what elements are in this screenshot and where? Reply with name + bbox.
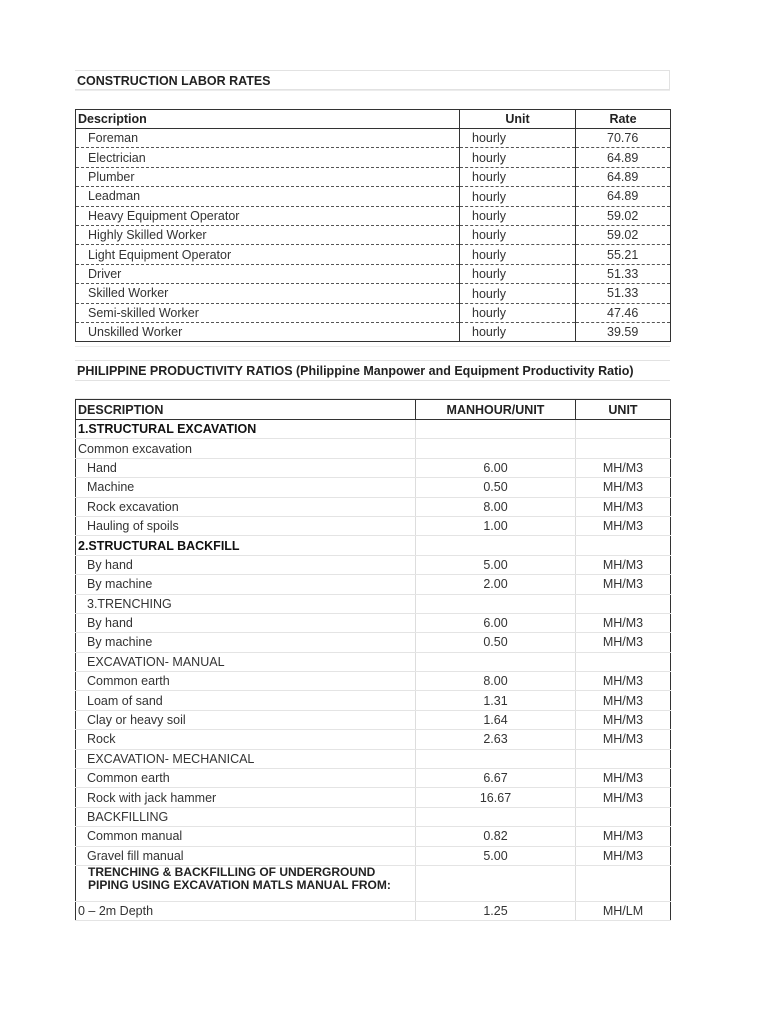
labor-rate-cell: 64.89 bbox=[576, 148, 671, 167]
labor-row bbox=[76, 148, 671, 167]
productivity-description-cell: Rock excavation bbox=[76, 497, 416, 516]
productivity-description-cell: By machine bbox=[76, 633, 416, 652]
productivity-manhour-cell: 6.00 bbox=[416, 458, 576, 477]
labor-rate-cell: 55.21 bbox=[576, 245, 671, 264]
productivity-manhour-cell: 1.31 bbox=[416, 691, 576, 710]
productivity-manhour-cell: 5.00 bbox=[416, 555, 576, 574]
productivity-description-cell: Rock with jack hammer bbox=[76, 788, 416, 807]
productivity-unit-cell bbox=[576, 807, 671, 826]
productivity-title: PHILIPPINE PRODUCTIVITY RATIOS (Philippine Manpower and Equipment Productivity Ratio) bbox=[75, 360, 670, 381]
productivity-unit-cell: MH/M3 bbox=[576, 827, 671, 846]
productivity-row bbox=[76, 439, 671, 458]
productivity-unit-cell: MH/M3 bbox=[576, 497, 671, 516]
productivity-row bbox=[76, 788, 671, 807]
productivity-manhour-cell bbox=[416, 652, 576, 671]
productivity-manhour-cell: 6.67 bbox=[416, 769, 576, 788]
productivity-header-manhour: MANHOUR/UNIT bbox=[416, 400, 576, 420]
productivity-manhour-cell bbox=[416, 594, 576, 613]
productivity-description-cell: 3.TRENCHING bbox=[76, 594, 416, 613]
productivity-description-cell: Common earth bbox=[76, 672, 416, 691]
productivity-row bbox=[76, 710, 671, 729]
labor-row bbox=[76, 245, 671, 264]
productivity-manhour-cell: 1.00 bbox=[416, 516, 576, 535]
productivity-row bbox=[76, 497, 671, 516]
productivity-manhour-cell: 1.64 bbox=[416, 710, 576, 729]
productivity-unit-cell: MH/M3 bbox=[576, 691, 671, 710]
labor-row bbox=[76, 322, 671, 341]
labor-rate-cell: 47.46 bbox=[576, 303, 671, 322]
productivity-description-cell: Loam of sand bbox=[76, 691, 416, 710]
productivity-manhour-cell bbox=[416, 807, 576, 826]
productivity-unit-cell: MH/M3 bbox=[576, 478, 671, 497]
labor-description-cell: Heavy Equipment Operator bbox=[76, 206, 460, 225]
productivity-description-cell: EXCAVATION- MECHANICAL bbox=[76, 749, 416, 768]
labor-unit-cell: hourly bbox=[460, 225, 576, 244]
productivity-description-cell: Gravel fill manual bbox=[76, 846, 416, 865]
productivity-description-cell: Hauling of spoils bbox=[76, 516, 416, 535]
productivity-row bbox=[76, 846, 671, 865]
labor-description-cell: Leadman bbox=[76, 187, 460, 206]
productivity-description-cell: Machine bbox=[76, 478, 416, 497]
productivity-unit-cell: MH/M3 bbox=[576, 555, 671, 574]
productivity-row bbox=[76, 555, 671, 574]
productivity-unit-cell: MH/M3 bbox=[576, 458, 671, 477]
gap-divider bbox=[75, 346, 670, 347]
labor-unit-cell: hourly bbox=[460, 148, 576, 167]
productivity-header-unit: UNIT bbox=[576, 400, 671, 420]
productivity-row bbox=[76, 827, 671, 846]
productivity-description-cell: Common excavation bbox=[76, 439, 416, 458]
labor-description-cell: Highly Skilled Worker bbox=[76, 225, 460, 244]
productivity-row bbox=[76, 730, 671, 749]
labor-rate-cell: 59.02 bbox=[576, 206, 671, 225]
labor-rate-cell: 51.33 bbox=[576, 284, 671, 303]
productivity-row bbox=[76, 749, 671, 768]
productivity-row bbox=[76, 594, 671, 613]
productivity-description-cell: Common manual bbox=[76, 827, 416, 846]
gap-divider bbox=[75, 90, 670, 91]
productivity-unit-cell: MH/M3 bbox=[576, 672, 671, 691]
productivity-manhour-cell bbox=[416, 536, 576, 555]
productivity-description-cell: Hand bbox=[76, 458, 416, 477]
productivity-unit-cell: MH/M3 bbox=[576, 710, 671, 729]
productivity-manhour-cell: 0.50 bbox=[416, 478, 576, 497]
labor-unit-cell: hourly bbox=[460, 284, 576, 303]
productivity-row bbox=[76, 769, 671, 788]
productivity-manhour-cell: 0.82 bbox=[416, 827, 576, 846]
productivity-description-cell: By hand bbox=[76, 555, 416, 574]
productivity-row bbox=[76, 478, 671, 497]
productivity-description-cell: 2.STRUCTURAL BACKFILL bbox=[76, 536, 416, 555]
productivity-manhour-cell: 8.00 bbox=[416, 497, 576, 516]
productivity-row bbox=[76, 575, 671, 594]
productivity-manhour-cell bbox=[416, 865, 576, 901]
labor-row bbox=[76, 264, 671, 283]
productivity-manhour-cell bbox=[416, 420, 576, 439]
labor-row bbox=[76, 206, 671, 225]
productivity-description-cell: Rock bbox=[76, 730, 416, 749]
productivity-row bbox=[76, 672, 671, 691]
labor-rate-cell: 39.59 bbox=[576, 322, 671, 341]
labor-header-row bbox=[76, 110, 671, 129]
labor-unit-cell: hourly bbox=[460, 303, 576, 322]
productivity-row bbox=[76, 901, 671, 920]
labor-unit-cell: hourly bbox=[460, 187, 576, 206]
labor-description-cell: Unskilled Worker bbox=[76, 322, 460, 341]
labor-description-cell: Semi-skilled Worker bbox=[76, 303, 460, 322]
productivity-manhour-cell: 8.00 bbox=[416, 672, 576, 691]
labor-rate-cell: 59.02 bbox=[576, 225, 671, 244]
productivity-row bbox=[76, 633, 671, 652]
productivity-manhour-cell bbox=[416, 749, 576, 768]
productivity-manhour-cell: 1.25 bbox=[416, 901, 576, 920]
productivity-unit-cell: MH/M3 bbox=[576, 788, 671, 807]
labor-description-cell: Foreman bbox=[76, 129, 460, 148]
labor-header-rate: Rate bbox=[576, 110, 671, 129]
productivity-unit-cell bbox=[576, 594, 671, 613]
productivity-unit-cell: MH/M3 bbox=[576, 575, 671, 594]
labor-row bbox=[76, 284, 671, 303]
productivity-description-cell: Common earth bbox=[76, 769, 416, 788]
productivity-row bbox=[76, 807, 671, 826]
productivity-unit-cell bbox=[576, 536, 671, 555]
productivity-unit-cell: MH/M3 bbox=[576, 633, 671, 652]
productivity-header-row bbox=[76, 400, 671, 420]
productivity-row bbox=[76, 536, 671, 555]
productivity-manhour-cell bbox=[416, 439, 576, 458]
labor-unit-cell: hourly bbox=[460, 129, 576, 148]
labor-unit-cell: hourly bbox=[460, 264, 576, 283]
labor-row bbox=[76, 129, 671, 148]
labor-unit-cell: hourly bbox=[460, 245, 576, 264]
productivity-unit-cell: MH/LM bbox=[576, 901, 671, 920]
productivity-manhour-cell: 0.50 bbox=[416, 633, 576, 652]
productivity-unit-cell bbox=[576, 439, 671, 458]
productivity-unit-cell: MH/M3 bbox=[576, 846, 671, 865]
productivity-description-cell: TRENCHING & BACKFILLING OF UNDERGROUND PIPING USING EXCAVATION MATLS MANUAL FROM: bbox=[76, 865, 416, 901]
labor-row bbox=[76, 303, 671, 322]
productivity-row bbox=[76, 652, 671, 671]
productivity-unit-cell: MH/M3 bbox=[576, 730, 671, 749]
productivity-description-cell: 1.STRUCTURAL EXCAVATION bbox=[76, 420, 416, 439]
labor-description-cell: Skilled Worker bbox=[76, 284, 460, 303]
productivity-row bbox=[76, 691, 671, 710]
labor-row bbox=[76, 225, 671, 244]
productivity-unit-cell bbox=[576, 865, 671, 901]
productivity-manhour-cell: 6.00 bbox=[416, 613, 576, 632]
labor-rates-table bbox=[75, 109, 671, 342]
productivity-description-cell: BACKFILLING bbox=[76, 807, 416, 826]
labor-rate-cell: 64.89 bbox=[576, 187, 671, 206]
productivity-description-cell: By hand bbox=[76, 613, 416, 632]
productivity-description-cell: EXCAVATION- MANUAL bbox=[76, 652, 416, 671]
productivity-unit-cell bbox=[576, 749, 671, 768]
labor-header-description: Description bbox=[76, 110, 460, 129]
labor-description-cell: Driver bbox=[76, 264, 460, 283]
labor-description-cell: Electrician bbox=[76, 148, 460, 167]
productivity-row bbox=[76, 420, 671, 439]
labor-unit-cell: hourly bbox=[460, 206, 576, 225]
labor-rate-cell: 51.33 bbox=[576, 264, 671, 283]
productivity-unit-cell bbox=[576, 420, 671, 439]
labor-rate-cell: 64.89 bbox=[576, 167, 671, 186]
productivity-row bbox=[76, 865, 671, 901]
productivity-manhour-cell: 2.00 bbox=[416, 575, 576, 594]
labor-header-unit: Unit bbox=[460, 110, 576, 129]
productivity-table bbox=[75, 399, 671, 921]
productivity-description-cell: Clay or heavy soil bbox=[76, 710, 416, 729]
productivity-unit-cell: MH/M3 bbox=[576, 516, 671, 535]
labor-description-cell: Plumber bbox=[76, 167, 460, 186]
labor-row bbox=[76, 167, 671, 186]
labor-unit-cell: hourly bbox=[460, 167, 576, 186]
labor-rates-title: CONSTRUCTION LABOR RATES bbox=[75, 70, 670, 90]
productivity-manhour-cell: 16.67 bbox=[416, 788, 576, 807]
labor-unit-cell: hourly bbox=[460, 322, 576, 341]
productivity-row bbox=[76, 613, 671, 632]
productivity-manhour-cell: 2.63 bbox=[416, 730, 576, 749]
productivity-description-cell: 0 – 2m Depth bbox=[76, 901, 416, 920]
labor-description-cell: Light Equipment Operator bbox=[76, 245, 460, 264]
productivity-manhour-cell: 5.00 bbox=[416, 846, 576, 865]
labor-rate-cell: 70.76 bbox=[576, 129, 671, 148]
productivity-unit-cell: MH/M3 bbox=[576, 613, 671, 632]
productivity-header-description: DESCRIPTION bbox=[76, 400, 416, 420]
productivity-row bbox=[76, 516, 671, 535]
productivity-row bbox=[76, 458, 671, 477]
productivity-description-cell: By machine bbox=[76, 575, 416, 594]
productivity-unit-cell bbox=[576, 652, 671, 671]
labor-row bbox=[76, 187, 671, 206]
productivity-unit-cell: MH/M3 bbox=[576, 769, 671, 788]
